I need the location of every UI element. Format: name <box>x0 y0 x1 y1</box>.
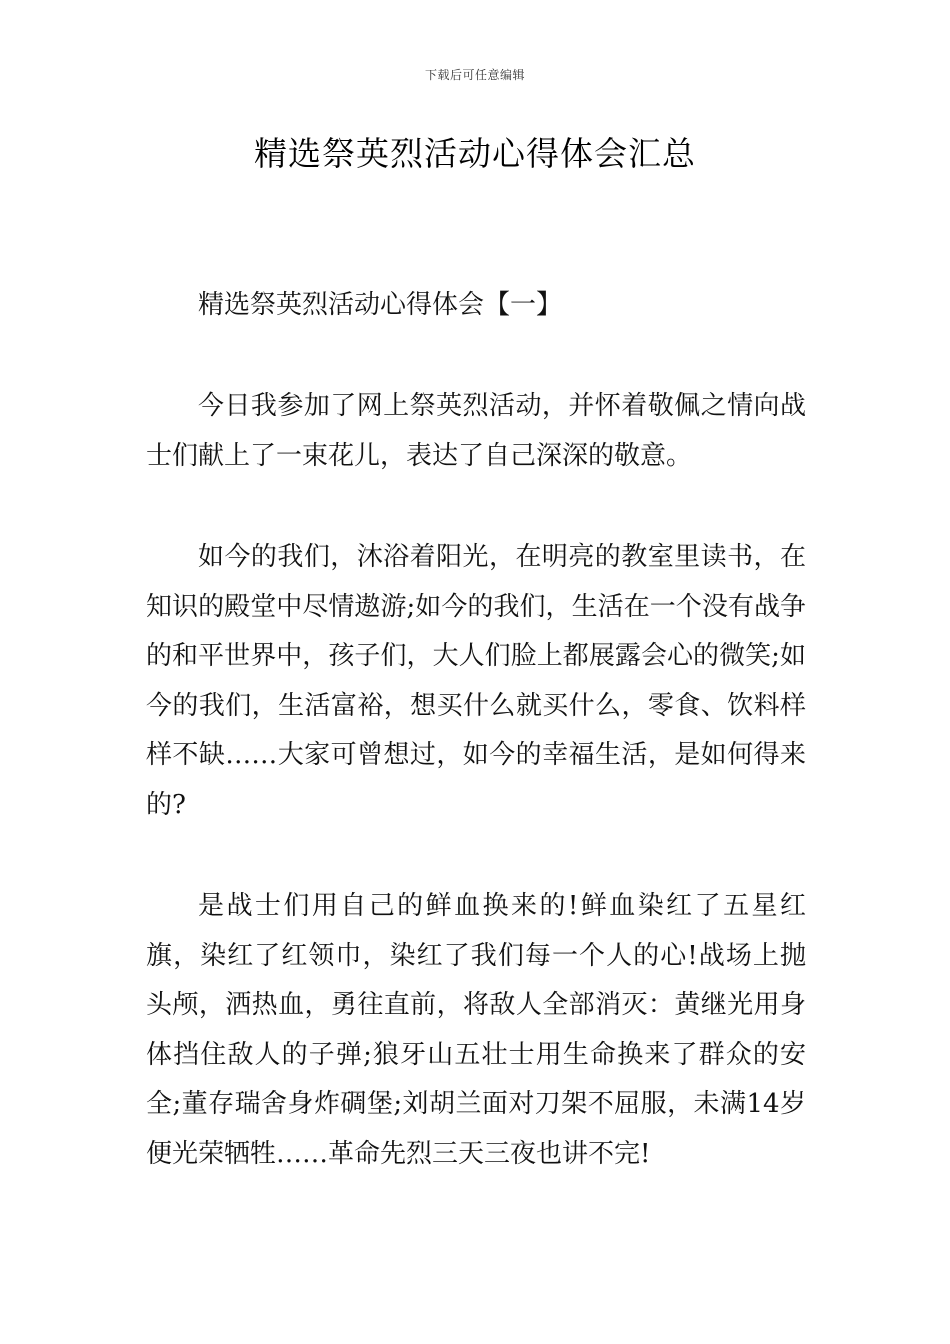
document-body <box>146 280 806 1231</box>
paragraph-3: 是战士们用自己的鲜血换来的!鲜血染红了五星红旗，染红了红领巾，染红了我们每一个人的心!战场上抛头颅，洒热血，勇往直前，将敌人全部消灭：黄继光用身体挡住敌人的子弹;狼牙山五壮士用生命换来了群众的安全;董存瑞舍身炸碉堡;刘胡兰面对刀架不屈服，未满14岁便光荣牺牲……革命先烈三天三夜也讲不完! <box>146 891 806 1169</box>
section-heading: 精选祭英烈活动心得体会【一】 <box>198 290 563 320</box>
document-title: 精选祭英烈活动心得体会汇总 <box>254 134 696 173</box>
paragraph-2: 如今的我们，沐浴着阳光，在明亮的教室里读书，在知识的殿堂中尽情遨游;如今的我们，生活在一个没有战争的和平世界中，孩子们，大人们脸上都展露会心的微笑;如今的我们，生活富裕，想买什么就买什么，零食、饮料样样不缺……大家可曾想过，如今的幸福生活，是如何得来的? <box>146 542 806 820</box>
header-note: 下载后可任意编辑 <box>424 68 525 82</box>
paragraph-1: 今日我参加了网上祭英烈活动，并怀着敬佩之情向战士们献上了一束花儿，表达了自己深深的敬意。 <box>146 391 806 471</box>
